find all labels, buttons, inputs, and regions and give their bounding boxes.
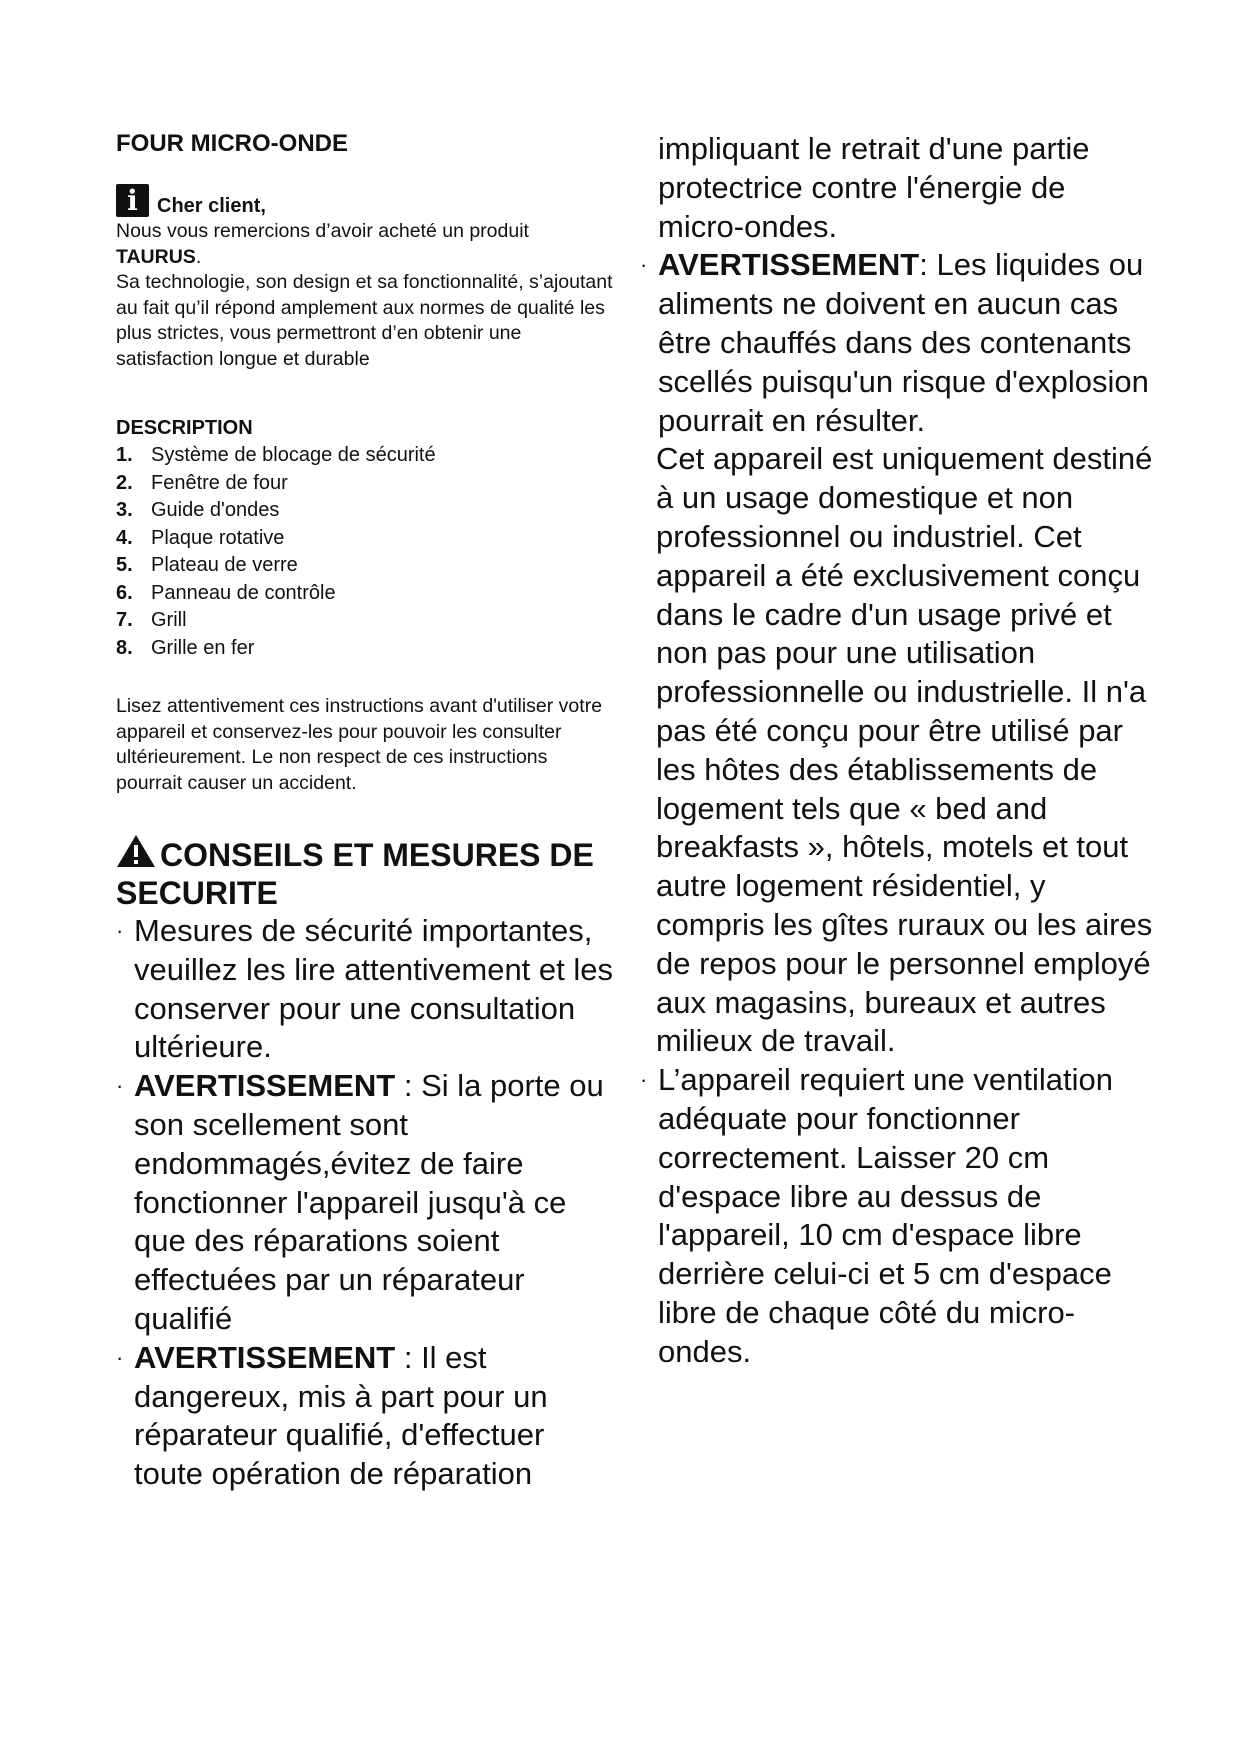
warning-label: AVERTISSEMENT <box>658 247 920 283</box>
intro-post: . <box>195 245 202 268</box>
item-label: Guide d'ondes <box>151 499 280 521</box>
item-label: Grill <box>151 609 187 631</box>
list-item <box>116 607 616 635</box>
safety-bullet-4 <box>640 246 1160 440</box>
item-label: Fenêtre de four <box>151 471 288 494</box>
item-number: 4. <box>116 526 133 549</box>
bullet-text: : Les liquides ou aliments ne doivent en aucun cas être chauffés dans des contenants scellés puisqu'un risque d'explosion pourrait en résulter. <box>658 247 1149 438</box>
bullet-text: Mesures de sécurité importantes, veuillez les lire attentivement et les conserver pour une consultation ultérieure. <box>134 913 614 1065</box>
bullet-marker: · <box>116 1073 124 1099</box>
safety-bullet-1 <box>116 912 616 1067</box>
description-heading: DESCRIPTION <box>116 417 253 439</box>
continuation-text: impliquant le retrait d'une partie protectrice contre l'énergie de micro-ondes. <box>658 131 1090 244</box>
safety-heading-text: CONSEILS ET MESURES DE SECURITE <box>116 837 594 911</box>
bullet-text: : Si la porte ou son scellement sont endommagés,évitez de faire fonctionner l'appareil jusqu'à ce que des réparations soient effectuées par un réparateur qualifié <box>134 1068 604 1336</box>
intro-body: Sa technologie, son design et sa fonctionnalité, s’ajoutant au fait qu’il répond amplement aux normes de qualité les plus strictes, vous permettront d’en obtenir une satisfaction longue et durable <box>116 271 613 370</box>
item-label: Plaque rotative <box>151 526 285 549</box>
bullet-marker: · <box>116 918 124 943</box>
safety-heading <box>116 834 616 912</box>
item-label: Système de blocage de sécurité <box>151 444 436 466</box>
intro-pre: Nous vous remercions d’avoir acheté un produit <box>116 220 529 242</box>
bullet-marker: · <box>640 1067 648 1093</box>
intro-brand: TAURUS <box>116 245 196 268</box>
list-item <box>116 552 616 580</box>
item-number: 6. <box>116 581 133 604</box>
safety-bullet-3 <box>116 1339 616 1494</box>
list-item <box>116 442 616 470</box>
list-item <box>116 470 616 498</box>
description-list <box>116 442 616 662</box>
item-number: 1. <box>116 444 133 466</box>
safety-bullet-2 <box>116 1067 616 1339</box>
list-item <box>116 580 616 608</box>
domestic-use-paragraph: Cet appareil est uniquement destiné à un usage domestique et non professionnel ou industriel. Cet appareil a été exclusivement conçu dans le cadre d'un usage privé et non pas pour une utilisation professionnelle ou industrielle. Il n'a pas été conçu pour être utilisé par les hôtes des établissements de logement tels que « bed and breakfasts », hôtels, motels et tout autre logement résidentiel, y compris les gîtes ruraux ou les aires de repos pour le personnel employé aux magasins, bureaux et autres milieux de travail. <box>656 441 1153 1059</box>
list-item <box>116 497 616 525</box>
item-label: Plateau de verre <box>151 554 298 576</box>
list-item <box>116 525 616 553</box>
page-title: FOUR MICRO-ONDE <box>116 130 348 157</box>
item-label: Panneau de contrôle <box>151 581 336 604</box>
warning-label: AVERTISSEMENT <box>134 1068 396 1104</box>
warning-label: AVERTISSEMENT <box>134 1339 396 1375</box>
read-notice: Lisez attentivement ces instructions avant d'utiliser votre appareil et conservez-les pour pouvoir les consulter ultérieurement. Le non respect de ces instructions pourrait causer un accident. <box>116 695 603 794</box>
item-number: 7. <box>116 609 133 631</box>
item-number: 3. <box>116 499 133 521</box>
bullet-marker: · <box>640 252 648 278</box>
right-column <box>640 130 1160 1372</box>
safety-bullet-5 <box>640 1061 1160 1371</box>
item-label: Grille en fer <box>151 636 255 659</box>
greeting-row <box>116 184 616 217</box>
intro-paragraph <box>116 219 616 372</box>
bullet-text: : Il est dangereux, mis à part pour un réparateur qualifié, d'effectuer toute opération de réparation <box>134 1339 548 1492</box>
left-column <box>116 130 616 1494</box>
bullet-text: L’appareil requiert une ventilation adéquate pour fonctionner correctement. Laisser 20 cm d'espace libre au dessus de l'appareil, 10 cm d'espace libre derrière celui-ci et 5 cm d'espace libre de chaque côté du micro-ondes. <box>658 1062 1113 1369</box>
warning-icon <box>116 834 156 868</box>
item-number: 2. <box>116 471 133 494</box>
bullet-marker: · <box>116 1344 124 1370</box>
list-item <box>116 635 616 663</box>
item-number: 5. <box>116 554 133 576</box>
info-icon: i <box>116 184 149 217</box>
item-number: 8. <box>116 636 133 659</box>
greeting: Cher client, <box>157 195 266 217</box>
